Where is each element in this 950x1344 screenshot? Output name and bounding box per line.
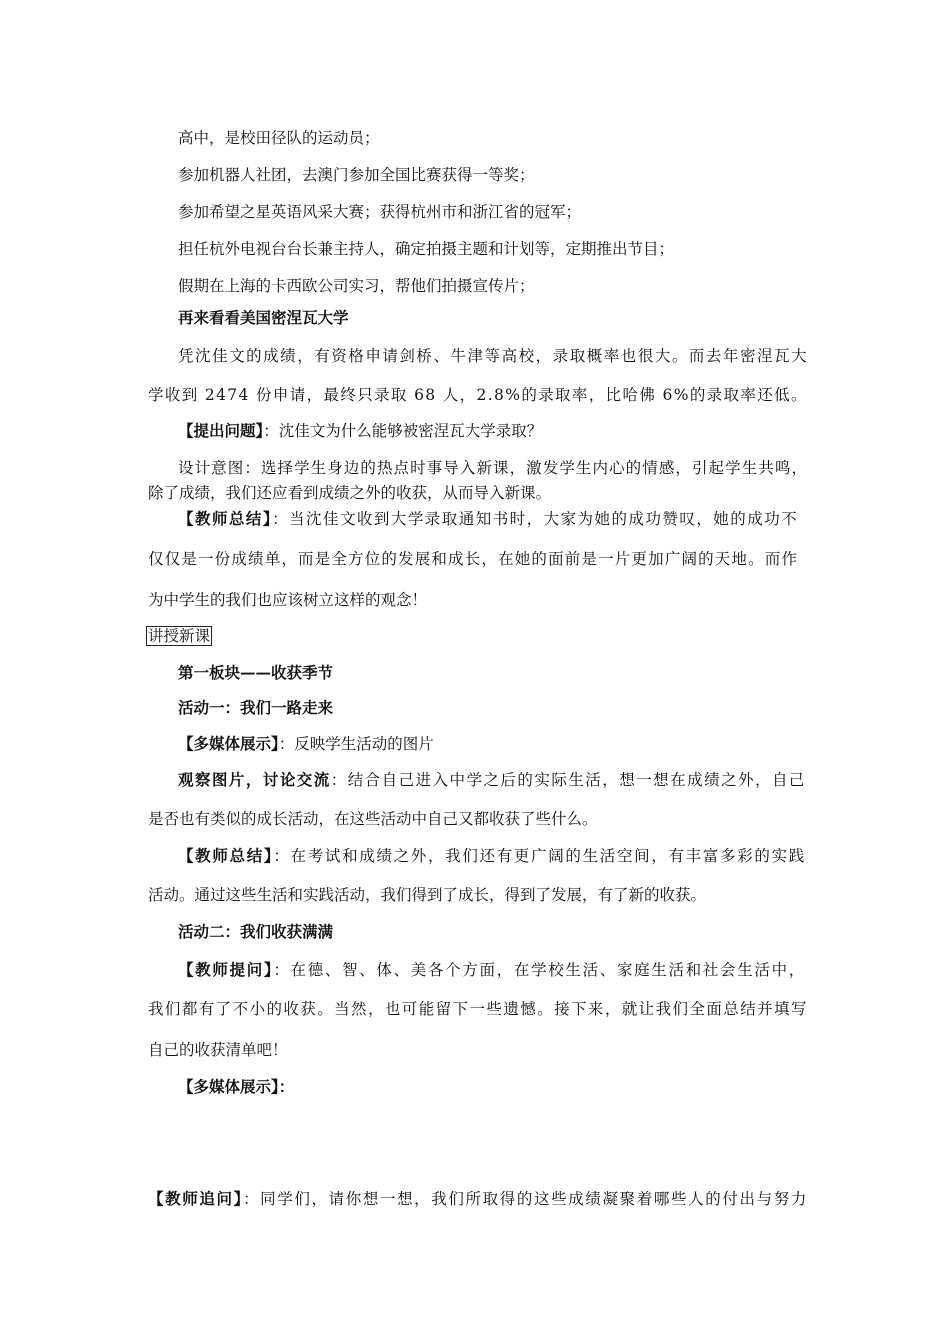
text-line-5	[178, 276, 535, 296]
text-line-4	[178, 239, 674, 259]
body-text: ：结合自己进入中学之后的实际生活，想一想在成绩之外，自己	[330, 771, 806, 789]
body-text: 我们都有了不小的收获。当然，也可能留下一些遗憾。接下来，就让我们全面总结并填写	[148, 1000, 808, 1018]
bold-label: 【教师提问】	[178, 960, 274, 979]
text-line-6	[178, 308, 349, 328]
body-text: 自己的收获清单吧！	[148, 1041, 288, 1059]
bold-label: 再来看看美国密涅瓦大学	[178, 308, 349, 327]
bold-label: 观察图片，讨论交流	[178, 770, 331, 789]
body-text: 参加机器人社团，去澳门参加全国比赛获得一等奖；	[178, 166, 535, 184]
bold-label: 【教师总结】	[178, 509, 273, 528]
body-text: ：沈佳文为什么能够被密涅瓦大学录取？	[263, 422, 543, 440]
bold-label: 活动二：我们收获满满	[178, 922, 334, 941]
text-line-14	[148, 590, 427, 610]
bold-label: 【多媒体展示】	[178, 734, 279, 753]
body-text: 活动。通过这些生活和实践活动，我们得到了成长，得到了发展，有了新的收获。	[148, 886, 707, 904]
body-text: 担任杭外电视台台长兼主持人，确定拍摄主题和计划等，定期推出节目；	[178, 240, 675, 258]
text-line-13	[148, 549, 798, 569]
bold-label: 第一板块——收获季节	[178, 663, 334, 682]
text-line-8	[148, 385, 808, 405]
body-text: 高中，是校田径队的运动员；	[178, 129, 380, 147]
bold-label: 【多媒体展示】：	[178, 1077, 295, 1096]
body-text: 是否也有类似的成长活动，在这些活动中自己又都收获了些什么。	[148, 810, 598, 828]
body-text: ：同学们，请你想一想，我们所取得的这些成绩凝聚着哪些人的付出与努力	[242, 1190, 808, 1208]
text-line-12	[178, 509, 798, 529]
body-text: 为中学生的我们也应该树立这样的观念！	[148, 591, 428, 609]
text-line-24	[178, 960, 806, 980]
body-text: ：在考试和成绩之外，我们还有更广阔的生活空间，有丰富多彩的实践	[273, 847, 806, 865]
body-text: ：当沈佳文收到大学录取通知书时，大家为她的成功赞叹，她的成功不	[272, 510, 799, 528]
text-line-16	[178, 663, 333, 683]
body-text: 学收到 2474 份申请，最终只录取 68 人，2.8%的录取率，比哈佛 6%的录取率还低。	[148, 386, 808, 404]
text-line-15	[146, 626, 212, 646]
section-heading-boxed: 讲授新课	[148, 627, 211, 645]
bold-label: 【教师追问】	[148, 1189, 243, 1208]
text-line-17	[178, 698, 333, 718]
body-text: 仅仅是一份成绩单，而是全方位的发展和成长，在她的面前是一片更加广阔的天地。而作	[148, 550, 799, 568]
text-line-10	[178, 458, 808, 478]
text-line-9	[178, 421, 542, 441]
bold-label: 活动一：我们一路走来	[178, 698, 334, 717]
text-line-20	[148, 809, 598, 829]
bold-label: 【教师总结】	[178, 846, 274, 865]
text-line-19	[178, 770, 806, 790]
text-line-22	[148, 885, 706, 905]
text-line-28	[148, 1189, 808, 1209]
text-line-7	[178, 346, 808, 366]
body-text: ：反映学生活动的图片	[278, 735, 434, 753]
body-text: 假期在上海的卡西欧公司实习，帮他们拍摄宣传片；	[178, 277, 535, 295]
text-line-1	[178, 128, 380, 148]
text-line-27	[178, 1077, 294, 1097]
body-text: 凭沈佳文的成绩，有资格申请剑桥、牛津等高校，录取概率也很大。而去年密涅瓦大	[178, 347, 809, 365]
text-line-2	[178, 165, 535, 185]
text-line-11	[148, 483, 551, 503]
body-text: 设计意图：选择学生身边的热点时事导入新课，激发学生内心的情感，引起学生共鸣，	[178, 459, 809, 477]
text-line-23	[178, 922, 333, 942]
body-text: ：在德、智、体、美各个方面，在学校生活、家庭生活和社会生活中，	[273, 961, 806, 979]
text-line-26	[148, 1040, 288, 1060]
bold-label: 【提出问题】	[178, 421, 264, 440]
text-line-25	[148, 999, 808, 1019]
text-line-18	[178, 734, 434, 754]
body-text: 除了成绩，我们还应看到成绩之外的收获，从而导入新课。	[148, 484, 552, 502]
text-line-21	[178, 846, 806, 866]
body-text: 参加希望之星英语风采大赛；获得杭州市和浙江省的冠军；	[178, 203, 582, 221]
text-line-3	[178, 202, 581, 222]
